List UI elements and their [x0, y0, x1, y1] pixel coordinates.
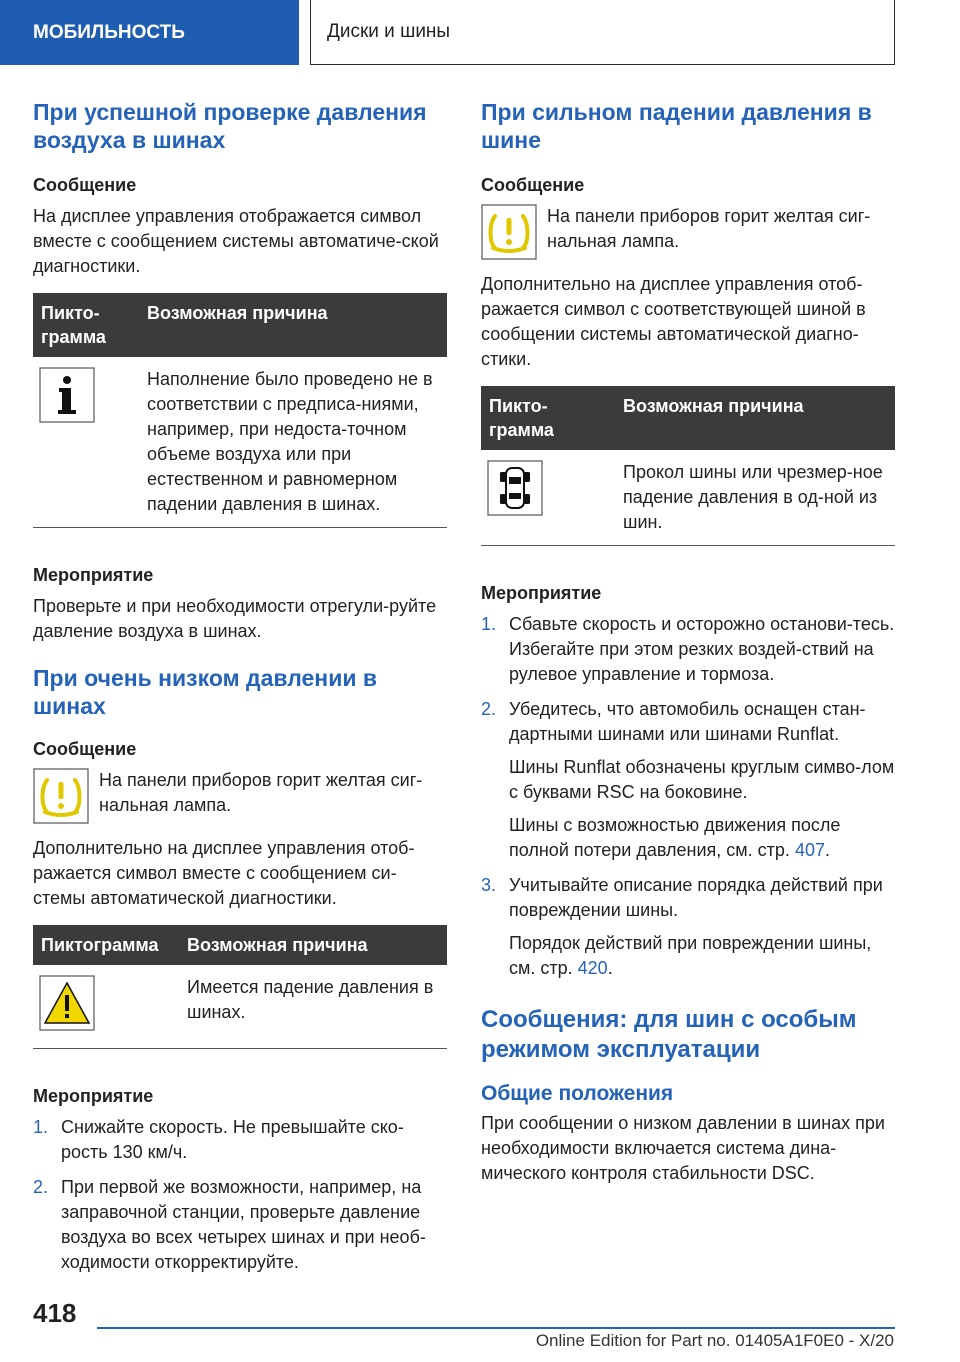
table-row — [33, 965, 447, 1049]
step-number: 2. — [33, 1177, 49, 1197]
warning-lamp-text: На панели приборов горит желтая сиг-нальная лампа. — [547, 206, 871, 251]
step-number: 1. — [481, 614, 497, 634]
step-text: Учитывайте описание порядка действий при повреждении шины. — [509, 875, 883, 920]
measure-heading: Мероприятие — [481, 583, 602, 603]
table-header-pictogram: Пикто-грамма — [481, 386, 615, 450]
header-section: МОБИЛЬНОСТЬ — [0, 0, 299, 65]
step-note: Шины с возможностью движения после полной потери давления, см. стр. 407. — [509, 815, 841, 860]
step-text: Сбавьте скорость и осторожно останови-тесь. Избегайте при этом резких воздей-ствий на рулевое управление и тормоза. — [509, 614, 895, 684]
table-cell-cause: Имеется падение давления в шинах. — [179, 965, 447, 1049]
section-title-success: При успешной проверке давления воздуха в шинах — [33, 99, 427, 153]
list-item — [481, 873, 895, 981]
steps-list — [481, 612, 895, 981]
table-header-pictogram: Пикто-грамма — [33, 293, 139, 357]
measure-heading: Мероприятие — [33, 565, 154, 585]
table-row — [481, 450, 895, 546]
tire-pressure-warning-icon — [481, 204, 537, 260]
message-text: На дисплее управления отображается символ вместе с сообщением системы автоматиче-ской диагностики. — [33, 206, 439, 276]
header-chapter: Диски и шины — [310, 0, 895, 65]
subsection-title-general: Общие положения — [481, 1082, 674, 1105]
step-note: Шины Runflat обозначены круглым симво-лом с буквами RSC на боковине. — [509, 757, 895, 802]
message-heading: Сообщение — [33, 739, 137, 759]
table-header-cause: Возможная причина — [615, 386, 895, 450]
list-item — [33, 1175, 447, 1275]
step-note-text: Шины с возможностью движения после полной потери давления, см. стр. — [509, 815, 841, 860]
warning-lamp-row — [481, 204, 895, 260]
warning-triangle-icon — [39, 975, 95, 1031]
pictogram-table-info — [33, 293, 447, 528]
step-number: 3. — [481, 875, 497, 895]
step-number: 2. — [481, 699, 497, 719]
car-tire-icon — [487, 460, 543, 516]
page-link[interactable]: 407 — [794, 840, 825, 860]
pictogram-table-car — [481, 386, 895, 546]
footer-divider — [97, 1327, 895, 1329]
message-text: Дополнительно на дисплее управления отоб-ражается символ вместе с сообщением си-стемы автоматической диагностики. — [33, 838, 415, 908]
table-header-cause: Возможная причина — [139, 293, 447, 357]
step-text: При первой же возможности, например, на заправочной станции, проверьте давление воздуха во всех четырех шинах и при необ-ходимости откорректируйте. — [61, 1177, 426, 1272]
table-header-pictogram: Пиктограмма — [33, 925, 179, 965]
measure-text: Проверьте и при необходимости отрегули-руйте давление воздуха в шинах. — [33, 596, 437, 641]
measure-heading: Мероприятие — [33, 1086, 154, 1106]
page-link[interactable]: 420 — [577, 958, 608, 978]
step-text: Снижайте скорость. Не превышайте ско-рость 130 км/ч. — [61, 1117, 404, 1162]
section-title-strong-drop: При сильном падении давления в шине — [481, 99, 872, 153]
section-title-very-low: При очень низком давлении в шинах — [33, 665, 378, 719]
message-heading: Сообщение — [33, 175, 137, 195]
page-number: 418 — [33, 1298, 77, 1328]
warning-lamp-text: На панели приборов горит желтая сиг-нальная лампа. — [99, 770, 423, 815]
list-item — [33, 1115, 447, 1165]
warning-lamp-row — [33, 768, 447, 824]
table-cell-cause: Прокол шины или чрезмер-ное падение давления в од-ной из шин. — [615, 450, 895, 546]
step-note-text: Порядок действий при повреждении шины, см. стр. — [509, 933, 872, 978]
table-cell-cause: Наполнение было проведено не в соответствии с предписа-ниями, например, при недоста-точном объеме воздуха или при естественном и равномерном падении давления в шинах. — [139, 357, 447, 528]
left-column — [33, 98, 447, 1289]
footer-edition: Online Edition for Part no. 01405A1F0E0 - X/20 — [535, 1331, 894, 1350]
general-text: При сообщении о низком давлении в шинах при необходимости включается система дина-мического контроля стабильности DSC. — [481, 1113, 885, 1183]
tire-pressure-warning-icon — [33, 768, 89, 824]
info-icon — [39, 367, 95, 423]
right-column — [481, 98, 895, 1200]
step-note: Порядок действий при повреждении шины, см. стр. 420. — [509, 933, 872, 978]
message-text: Дополнительно на дисплее управления отоб-ражается символ с соответствующей шиной в сообщении системы автоматической диагно-стики. — [481, 274, 866, 369]
table-row — [33, 357, 447, 528]
list-item — [481, 697, 895, 863]
section-title-special-tires: Сообщения: для шин с особым режимом эксплуатации — [481, 1006, 857, 1063]
message-heading: Сообщение — [481, 175, 585, 195]
steps-list — [33, 1115, 447, 1275]
step-number: 1. — [33, 1117, 49, 1137]
table-header-cause: Возможная причина — [179, 925, 447, 965]
step-text: Убедитесь, что автомобиль оснащен стан-дартными шинами или шинами Runflat. — [509, 699, 866, 744]
list-item — [481, 612, 895, 687]
pictogram-table-warning — [33, 925, 447, 1049]
